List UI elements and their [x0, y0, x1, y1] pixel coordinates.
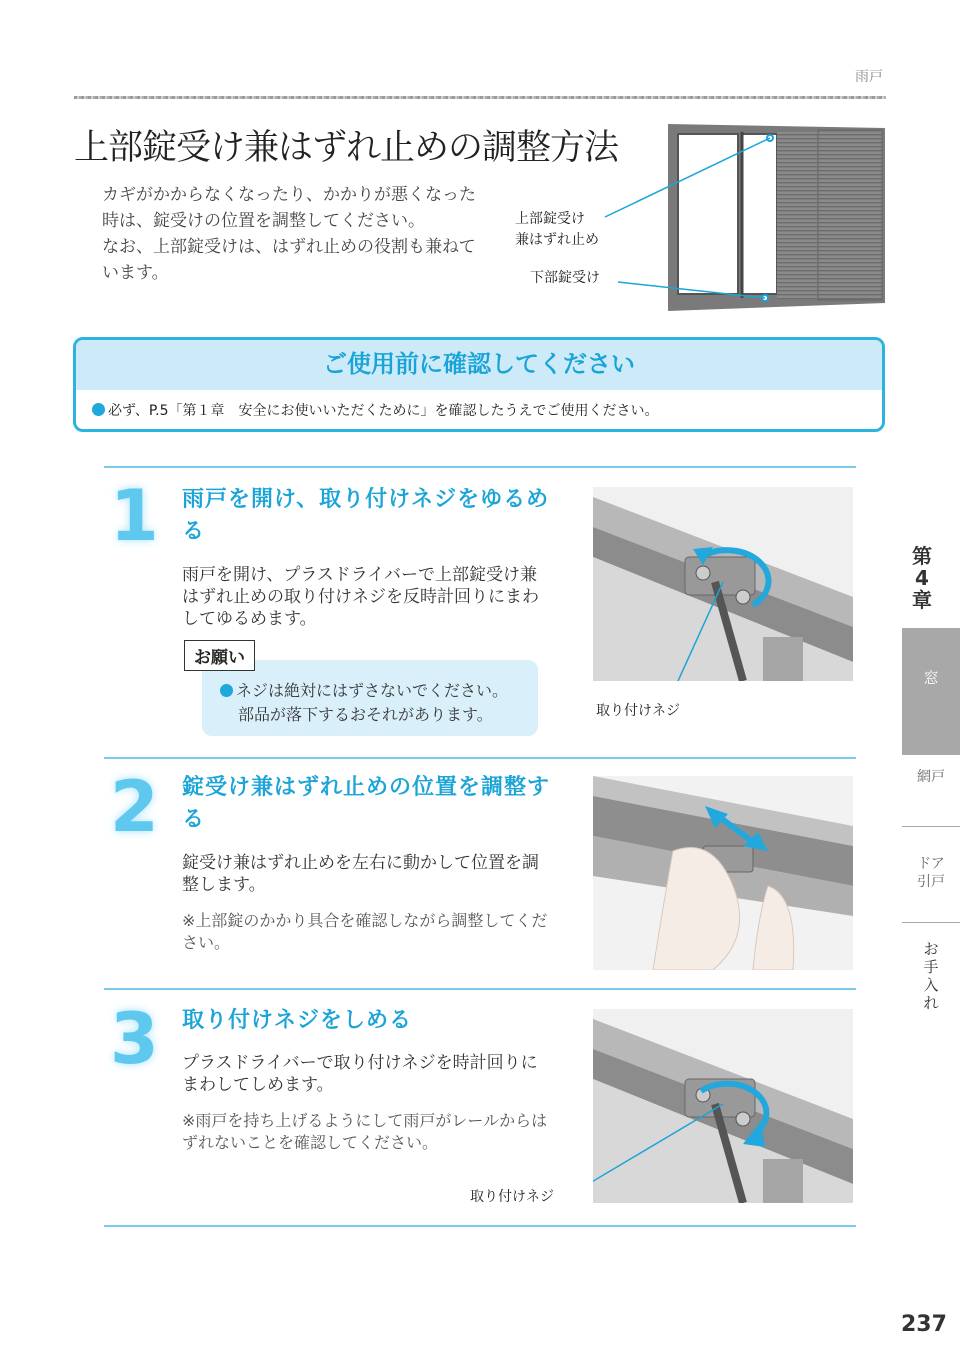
bullet-icon: [220, 684, 233, 697]
step-divider: [104, 988, 856, 990]
photo-label: 取り付けネジ: [596, 703, 680, 719]
bullet-icon: [92, 403, 105, 416]
photo-tighten-screw: [593, 1009, 853, 1203]
chapter-char: 第: [912, 544, 932, 568]
intro-text: [102, 182, 512, 286]
step-divider: [104, 1225, 856, 1227]
tab-separator: [902, 826, 960, 827]
photo-loosen-screw: [593, 487, 853, 681]
step-note: ※上部錠のかかり具合を確認しながら調整してください。: [182, 911, 548, 952]
photo-label: 取り付けネジ: [470, 1189, 554, 1205]
step-divider: [104, 757, 856, 759]
tab-label: ドア: [917, 856, 945, 872]
step-number: 3: [110, 998, 159, 1080]
step-body: プラスドライバーで取り付けネジを時計回りにまわしてしめます。: [182, 1053, 538, 1095]
step-number: 1: [110, 475, 159, 557]
tab-label: お: [923, 940, 939, 958]
tab-maintenance[interactable]: [902, 940, 960, 1012]
intro-line: カギがかからなくなったり、かかりが悪くなった: [102, 185, 476, 205]
notice-body: [76, 390, 882, 420]
window-diagram: [600, 118, 890, 323]
chapter-number: 4: [915, 566, 929, 590]
intro-line: 時は、錠受けの位置を調整してください。: [102, 211, 425, 231]
photo-adjust-position: [593, 776, 853, 970]
step-divider: [104, 466, 856, 468]
step2-photo: [593, 776, 853, 970]
tab-label: れ: [923, 994, 939, 1012]
tab-label: 引戸: [917, 874, 945, 890]
warning-text: [220, 679, 550, 727]
tab-door-sliding[interactable]: [902, 855, 960, 891]
tab-window[interactable]: 窓: [902, 628, 960, 755]
step-title: 錠受け兼はずれ止めの位置を調整する: [182, 775, 551, 832]
tab-label: 入: [923, 976, 939, 994]
chapter-marker: [904, 545, 940, 611]
notice-heading: ご使用前に確認してください: [76, 340, 882, 390]
callout-upper-line1: 上部錠受け: [515, 211, 585, 227]
warning-label: お願い: [184, 640, 255, 671]
warning-line: ネジは絶対にはずさないでください。: [220, 679, 550, 703]
step-number: 2: [110, 766, 159, 848]
intro-line: います。: [102, 263, 169, 283]
callout-upper-lock: [515, 209, 599, 251]
page-title: 上部錠受け兼はずれ止めの調整方法: [74, 128, 619, 168]
header-category: 雨戸: [855, 69, 883, 85]
step1-photo: [593, 487, 853, 681]
tab-label: 手: [923, 958, 939, 976]
intro-line: なお、上部錠受けは、はずれ止めの役割も兼ねて: [102, 237, 476, 257]
step-title: 雨戸を開け、取り付けネジをゆるめる: [182, 487, 550, 544]
tab-screen-door[interactable]: 網戸: [917, 769, 945, 785]
warning-line: 部品が落下するおそれがあります。: [238, 705, 493, 724]
step-body: 雨戸を開け、プラスドライバーで上部錠受け兼はずれ止めの取り付けネジを反時計回りにまわしてゆるめます。: [182, 565, 539, 629]
notice-text: 必ず、P.5「第１章 安全にお使いいただくために」を確認したうえでご使用ください。: [108, 403, 659, 419]
tab-separator: [902, 922, 960, 923]
header-divider: [74, 96, 886, 99]
callout-lower-lock: 下部錠受け: [530, 270, 600, 286]
chapter-char: 章: [912, 588, 932, 612]
page-number: 237: [901, 1312, 947, 1337]
step-title: 取り付けネジをしめる: [182, 1008, 413, 1033]
step-body: 錠受け兼はずれ止めを左右に動かして位置を調整します。: [182, 853, 539, 895]
callout-upper-line2: 兼はずれ止め: [515, 232, 599, 248]
step3-photo: [593, 1009, 853, 1203]
step-note: ※雨戸を持ち上げるようにして雨戸がレールからはずれないことを確認してください。: [182, 1111, 548, 1152]
notice-box: [73, 337, 885, 432]
